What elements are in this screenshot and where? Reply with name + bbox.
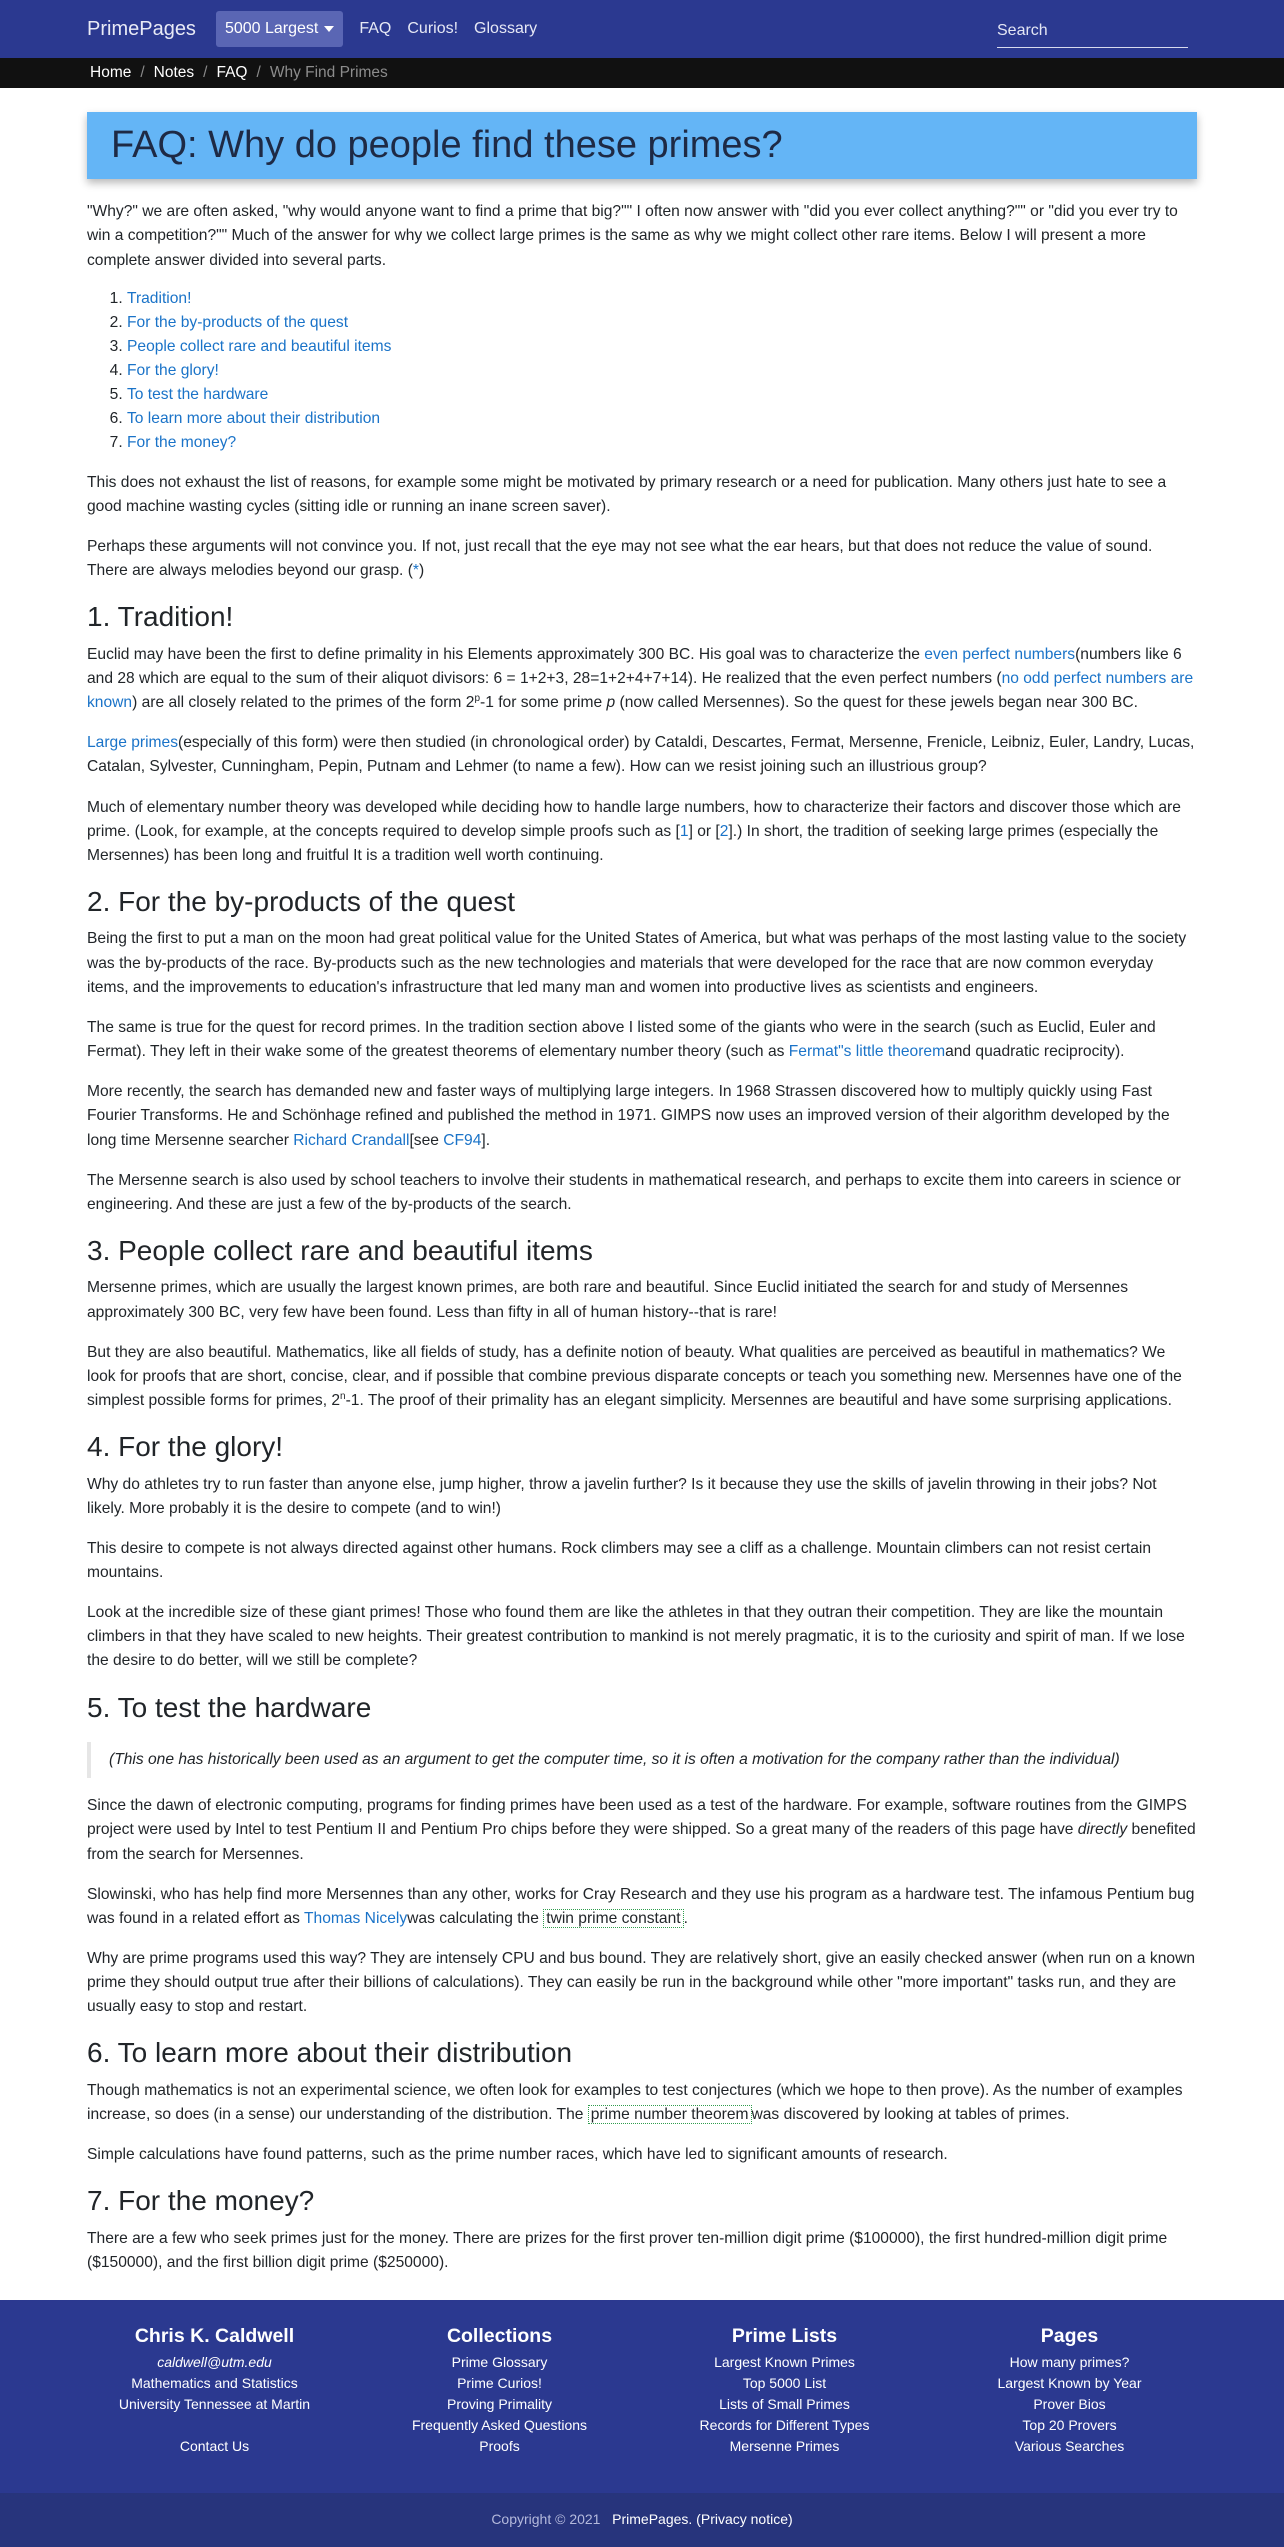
paragraph xyxy=(87,1080,1197,1152)
search-input[interactable]: Search xyxy=(997,14,1188,48)
variable: p xyxy=(606,694,616,712)
paragraph xyxy=(87,1016,1197,1064)
table-of-contents xyxy=(127,287,1197,455)
paragraph xyxy=(87,796,1197,868)
text: ].) In short, the tradition of seeking large primes (especially the Mersennes) has been long and fruitful It is a tradition well worth continuing. xyxy=(87,822,1159,864)
breadcrumb-current: Why Find Primes xyxy=(269,63,388,81)
paragraph xyxy=(87,1341,1197,1413)
section-heading-tradition: 1. Tradition! xyxy=(87,601,234,633)
text: -1. The proof of their primality has an elegant simplicity. Mersennes are beautiful and have some surprising applications. xyxy=(345,1392,1172,1409)
paragraph: Why are prime programs used this way? They are intensely CPU and bus bound. They are relatively short, give an easily checked answer (when run on a known prime they should output true after their billions of calculations). They can easily be run in the background while other "more important" tasks run, and they are usually easy to stop and restart. xyxy=(87,1949,1196,2016)
footer-heading: Prime Lists xyxy=(731,2325,838,2347)
text: Euclid may have been the first to define primality in his Elements approximately 300 BC. His goal was to characterize the xyxy=(87,645,925,663)
text: ] or [ xyxy=(688,822,720,840)
footer-column-author xyxy=(72,2324,357,2493)
site-footer xyxy=(0,2300,1284,2493)
footnote-link[interactable]: * xyxy=(412,562,419,580)
footer-column-collections xyxy=(357,2324,642,2493)
text: was discovered by looking at tables of primes. xyxy=(751,2105,1070,2123)
footer-link[interactable]: Lists of Small Primes xyxy=(719,2396,850,2413)
section-heading-hardware: 5. To test the hardware xyxy=(87,1691,372,1723)
footer-link[interactable]: Prover Bios xyxy=(1033,2396,1106,2413)
text: But they are also beautiful. Mathematics, like all fields of study, has a definite notion of beauty. What qualities are perceived as beautiful in mathematics? We look for proofs that are short, concise, clear, and if possible that combine previous disparate concepts or teach you something new. Mersennes have one of the simplest possible forms for primes, 2 xyxy=(87,1343,1182,1409)
paragraph: Mersenne primes, which are usually the largest known primes, are both rare and beautiful. Since Euclid initiated the search for and study of Mersennes approximately 300 BC, very few have been found. Less than fifty in all of human history--that is rare! xyxy=(87,1279,1128,1321)
copyright-bar xyxy=(0,2493,1284,2547)
text: benefited from the search for Mersennes. xyxy=(87,1821,1196,1863)
nav-curios[interactable]: Curios! xyxy=(407,19,459,37)
section-heading-collect: 3. People collect rare and beautiful items xyxy=(87,1234,593,1266)
footer-text: University Tennessee at Martin xyxy=(118,2396,311,2413)
text: Much of elementary number theory was developed while deciding how to handle large numbers, how to characterize their factors and discover those which are prime. (Look, for example, at the concepts required to develop simple proofs such as [ xyxy=(87,798,1181,840)
breadcrumb-faq[interactable]: FAQ xyxy=(216,63,248,81)
paragraph xyxy=(87,535,1197,583)
paragraph: Why do athletes try to run faster than anyone else, jump higher, throw a javelin further? Is it because they use the skills of javelin throwing in their jobs? Not likely. More probably it is the desire to compete (and to win!) xyxy=(87,1475,1157,1517)
page-title: FAQ: Why do people find these primes? xyxy=(111,124,783,166)
footer-link-contact[interactable]: Contact Us xyxy=(179,2438,250,2455)
toc-link-hardware[interactable]: To test the hardware xyxy=(127,385,269,403)
paragraph xyxy=(87,643,1197,715)
toc-link-byproducts[interactable]: For the by-products of the quest xyxy=(127,313,349,331)
link-cf94[interactable]: CF94 xyxy=(443,1131,482,1149)
paragraph: Being the first to put a man on the moon had great political value for the United States of America, but what was perhaps of the most lasting value to the society was the by-products of the race. By-products such as the new technologies and materials that were developed for the race that are now common everyday items, and the improvements to education's infrastructure that led many man and women into productive lives as scientists and engineers. xyxy=(87,930,1187,996)
toc-item xyxy=(127,311,1197,335)
privacy-link[interactable]: Privacy notice xyxy=(700,2511,789,2528)
footer-link[interactable]: Mersenne Primes xyxy=(729,2438,840,2455)
link-large-primes[interactable]: Large primes xyxy=(87,734,179,752)
emphasis: directly xyxy=(1077,1821,1128,1839)
text: More recently, the search has demanded new and faster ways of multiplying large integers. In 1968 Strassen discovered how to multiply quickly using Fast Fourier Transforms. He and Schönhage refined and published the method in 1971. GIMPS now uses an improved version of their algorithm developed by the long time Mersenne searcher xyxy=(87,1083,1170,1149)
nav-faq[interactable]: FAQ xyxy=(359,19,392,37)
link-odd-perfect[interactable]: no odd perfect numbers are known xyxy=(87,669,1194,712)
toc-item xyxy=(127,383,1197,407)
paragraph: This does not exhaust the list of reasons, for example some might be motivated by primary research or a need for publication. Many others just hate to see a good machine wasting cycles (sitting idle or running an inane screen saver). xyxy=(87,473,1167,515)
footer-heading: Chris K. Caldwell xyxy=(134,2325,295,2347)
text: ) xyxy=(788,2511,793,2528)
footer-link[interactable]: Largest Known Primes xyxy=(714,2354,855,2371)
paragraph xyxy=(87,1883,1197,1931)
text: . ( xyxy=(688,2511,701,2528)
link-thomas-nicely[interactable]: Thomas Nicely xyxy=(304,1909,408,1927)
footer-link[interactable]: Largest Known by Year xyxy=(997,2375,1142,2392)
text: Slowinski, who has help find more Mersennes than any other, works for Cray Research and they use his program as a hardware test. The infamous Pentium bug was found in a related effort as xyxy=(87,1885,1195,1927)
top-navbar xyxy=(0,0,1284,58)
brand-link[interactable]: PrimePages xyxy=(87,17,196,40)
toc-item xyxy=(127,359,1197,383)
footer-link[interactable]: Records for Different Types xyxy=(699,2417,870,2434)
largest-dropdown[interactable] xyxy=(216,11,343,48)
breadcrumb-separator: / xyxy=(140,63,145,81)
main-content xyxy=(0,112,1284,2275)
footer-heading: Collections xyxy=(446,2325,553,2347)
exponent: n xyxy=(340,1390,346,1402)
toc-item xyxy=(127,431,1197,455)
copyright-text: Copyright © 2021 xyxy=(491,2511,601,2528)
text: -1 for some prime xyxy=(480,694,607,712)
paragraph xyxy=(87,1794,1197,1866)
paragraph: The Mersenne search is also used by school teachers to involve their students in mathematical research, and perhaps to excite them into careers in science or engineering. And these are just a few of the by-products of the search. xyxy=(87,1171,1181,1213)
title-banner xyxy=(87,112,1197,179)
text: Since the dawn of electronic computing, programs for finding primes have been used as a test of the hardware. For example, software routines from the GIMPS project were used by Intel to test Pentium II and Pentium Pro chips before they were shipped. So a great many of the readers of this page have xyxy=(87,1797,1187,1839)
breadcrumb xyxy=(0,58,1284,88)
breadcrumb-notes[interactable]: Notes xyxy=(153,63,195,81)
paragraph xyxy=(87,731,1197,779)
link-fermat-theorem[interactable]: Fermat"s little theorem xyxy=(788,1043,946,1061)
section-heading-distribution: 6. To learn more about their distribution xyxy=(87,2037,573,2069)
paragraph: There are a few who seek primes just for the money. There are prizes for the first prover ten-million digit prime ($100000), the first hundred-million digit prime ($150000), and the first billion digit prime ($250000). xyxy=(87,2229,1168,2271)
toc-link-collect[interactable]: People collect rare and beautiful items xyxy=(127,337,392,355)
breadcrumb-separator: / xyxy=(256,63,261,81)
toc-link-money[interactable]: For the money? xyxy=(127,433,237,451)
paragraph: Look at the incredible size of these giant primes! Those who found them are like the athletes in that they outran their competition. They are like the mountain climbers in that they have scaled to new heights. Their greatest contribution to mankind is not merely pragmatic, it is to the curiosity and spirit of man. If we lose the desire to do better, will we still be complete? xyxy=(87,1604,1185,1670)
toc-item xyxy=(127,407,1197,431)
footer-link[interactable]: Prime Glossary xyxy=(451,2354,548,2371)
section-heading-glory: 4. For the glory! xyxy=(87,1431,284,1463)
text: ) are all closely related to the primes of the form 2 xyxy=(132,694,475,712)
footer-link[interactable]: How many primes? xyxy=(1009,2354,1130,2371)
text: ]. xyxy=(481,1131,491,1149)
paragraph xyxy=(87,2079,1197,2127)
footer-link[interactable]: Proving Primality xyxy=(446,2396,553,2413)
footer-column-pages xyxy=(927,2324,1212,2493)
link-even-perfect-numbers[interactable]: even perfect numbers xyxy=(924,645,1076,663)
breadcrumb-home[interactable]: Home xyxy=(90,63,132,81)
text: ) xyxy=(418,562,425,580)
toc-link-glory[interactable]: For the glory! xyxy=(127,361,219,379)
footer-column-prime-lists xyxy=(642,2324,927,2493)
footer-link[interactable]: Various Searches xyxy=(1014,2438,1125,2455)
dropdown-label: 5000 Largest xyxy=(224,19,319,37)
ref-link-1[interactable]: 1 xyxy=(679,822,689,840)
toc-link-tradition[interactable]: Tradition! xyxy=(127,289,192,307)
section-heading-money: 7. For the money? xyxy=(87,2185,315,2217)
paragraph: This desire to compete is not always directed against other humans. Rock climbers may see a cliff as a challenge. Mountain climbers can not resist certain mountains. xyxy=(87,1539,1152,1582)
exponent: p xyxy=(474,692,480,704)
nav-glossary[interactable]: Glossary xyxy=(474,19,538,37)
text: The same is true for the quest for record primes. In the tradition section above I listed some of the giants who were in the search (such as Euclid, Euler and Fermat). They left in their wake some of the greatest theorems of elementary number theory (such as xyxy=(87,1018,1156,1061)
spacer xyxy=(72,2415,357,2436)
ref-link-2[interactable]: 2 xyxy=(719,822,729,840)
toc-item xyxy=(127,287,1197,311)
glossary-term-prime-number-theorem[interactable]: prime number theorem xyxy=(588,2105,752,2124)
intro-paragraph: "Why?" we are often asked, "why would anyone want to find a prime that big?"" I often now answer with "did you ever collect anything?"" or "did you ever try to win a competition?"" Much of the answer for why we collect large primes is the same as why we might collect other rare items. Below I will present a more complete answer divided into several parts. xyxy=(87,203,1178,269)
copyright-site-link[interactable]: PrimePages xyxy=(612,2511,689,2528)
text: was calculating the xyxy=(407,1909,544,1927)
footer-link[interactable]: Top 5000 List xyxy=(742,2375,827,2392)
text: Perhaps these arguments will not convince you. If not, just recall that the eye may not see what the ear hears, but that does not reduce the value of sound. There are always melodies beyond our grasp. ( xyxy=(87,538,1153,580)
footer-email[interactable]: caldwell@utm.edu xyxy=(157,2354,272,2371)
blockquote-note: (This one has historically been used as an argument to get the computer time, so it is often a motivation for the company rather than the individual) xyxy=(87,1742,1197,1778)
text: Though mathematics is not an experimental science, we often look for examples to test conjectures (which we hope to then prove). As the number of examples increase, so does (in a sense) our understanding of the distribution. The xyxy=(87,2081,1183,2123)
footer-link[interactable]: Prime Curios! xyxy=(457,2375,542,2392)
breadcrumb-separator: / xyxy=(203,63,208,81)
chevron-down-icon xyxy=(324,26,334,32)
text: (now called Mersennes). So the quest for these jewels began near 300 BC. xyxy=(615,694,1138,712)
glossary-term-twin-prime-constant[interactable]: twin prime constant xyxy=(543,1909,683,1928)
text: (especially of this form) were then studied (in chronological order) by Cataldi, Descartes, Fermat, Mersenne, Frenicle, Leibniz, Euler, Landry, Lucas, Catalan, Sylvester, Cunningham, Pepin, Putnam and Lehmer (to name a few). How can we resist joining such an illustrious group? xyxy=(87,734,1195,776)
section-heading-byproducts: 2. For the by-products of the quest xyxy=(87,886,516,918)
paragraph: Simple calculations have found patterns, such as the prime number races, which have led to significant amounts of research. xyxy=(87,2146,948,2164)
footer-link[interactable]: Top 20 Provers xyxy=(1022,2417,1117,2434)
toc-link-distribution[interactable]: To learn more about their distribution xyxy=(127,409,381,427)
footer-heading: Pages xyxy=(1040,2325,1099,2347)
footer-text: Mathematics and Statistics xyxy=(131,2375,298,2392)
text: and quadratic reciprocity). xyxy=(945,1043,1125,1061)
link-richard-crandall[interactable]: Richard Crandall xyxy=(293,1131,410,1149)
footer-link[interactable]: Proofs xyxy=(479,2438,520,2455)
toc-item xyxy=(127,335,1197,359)
text: . xyxy=(683,1909,688,1927)
text: (numbers like 6 and 28 which are equal to the sum of their aliquot divisors: 6 = 1+2+3, 28=1+2+4+7+14). He realized that the even perfect numbers ( xyxy=(87,645,1182,687)
footer-link[interactable]: Frequently Asked Questions xyxy=(411,2417,588,2434)
text: [see xyxy=(409,1131,444,1149)
